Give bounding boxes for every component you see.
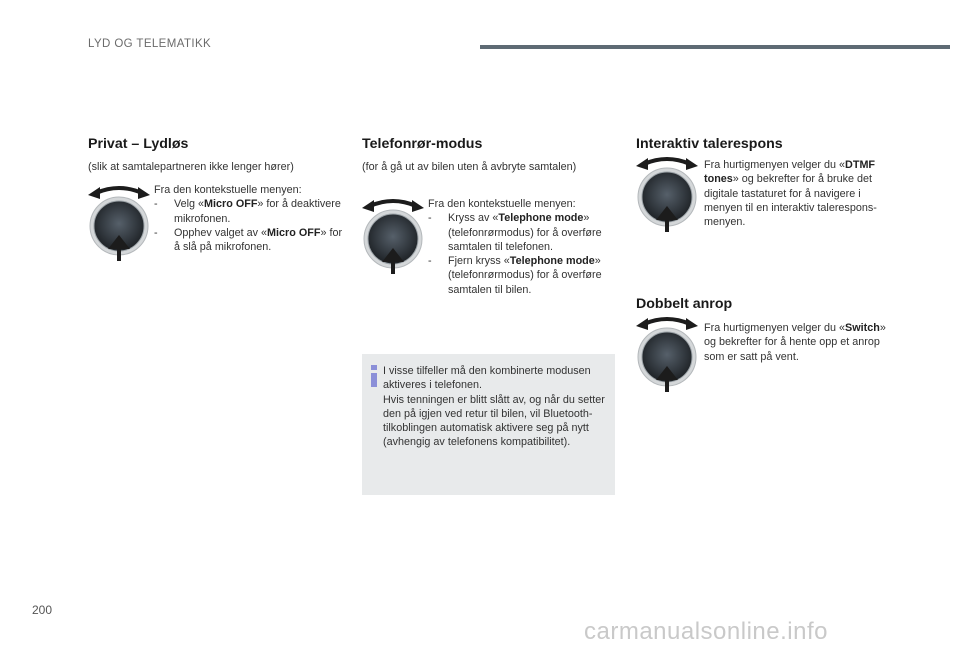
rotary-knob-press-icon — [86, 183, 152, 263]
section-subtitle: (for å gå ut av bilen uten å avbryte samtalen) — [362, 161, 577, 173]
interaktiv-text: Fra hurtigmenyen velger du «DTMF tones» og bekrefter for å bruke det digitale tastaturet for å navigere i menyen til en interaktiv taleresponsmenyen. — [704, 159, 877, 229]
section-title: Dobbelt anrop — [636, 296, 733, 312]
menu-option: DTMF tones — [704, 159, 876, 186]
list-item: - Fjern kryss «Telephone mode» (telefonrørmodus) for å overføre samtalen til bilen. — [428, 255, 602, 296]
info-icon — [371, 365, 377, 387]
rotary-knob-press-icon — [634, 154, 700, 234]
watermark: carmanualsonline.info — [584, 618, 828, 645]
header-bar — [480, 45, 950, 49]
section-header-title: LYD OG TELEMATIKK — [88, 38, 212, 50]
menu-option: Telephone mode — [498, 212, 584, 225]
list-item: - Opphev valget av «Micro OFF» for å slå på mikrofonen. — [154, 226, 343, 254]
info-box — [362, 354, 615, 495]
section-subtitle: (slik at samtalepartneren ikke lenger hører) — [88, 161, 294, 173]
section-privat — [88, 136, 348, 173]
rotary-knob-press-icon — [360, 196, 426, 276]
page-number: 200 — [32, 603, 53, 617]
menu-option: Telephone mode — [509, 255, 595, 268]
menu-option: Switch — [845, 322, 880, 334]
instruction-intro: Fra den kontekstuelle menyen: — [428, 198, 576, 210]
info-line: Hvis tenningen er blitt slått av, og når du setter den på igjen ved retur til bilen, vil Bluetooth-tilkoblingen automatisk aktivere seg på nytt (avhengig av telefonens kompatibilitet). — [383, 393, 605, 449]
section-interaktiv — [636, 136, 916, 152]
section-dobbelt — [636, 296, 916, 312]
menu-option: Micro OFF — [267, 226, 321, 239]
list-item: - Velg «Micro OFF» for å deaktivere mikrofonen. — [154, 198, 341, 225]
instruction-intro: Fra den kontekstuelle menyen: — [154, 184, 302, 196]
privat-instructions — [154, 183, 344, 254]
section-title: Interaktiv talerespons — [636, 136, 783, 152]
section-telefonror — [362, 136, 622, 173]
dobbelt-text: Fra hurtigmenyen velger du «Switch» og bekrefter for å hente opp et anrop som er satt på vent. — [704, 322, 886, 363]
telefonror-instructions — [428, 197, 608, 297]
rotary-knob-press-icon — [634, 314, 700, 394]
section-title: Telefonrør-modus — [362, 136, 483, 152]
menu-option: Micro OFF — [204, 198, 258, 211]
section-title: Privat – Lydløs — [88, 136, 189, 152]
info-line: I visse tilfeller må den kombinerte modusen aktiveres i telefonen. — [383, 365, 591, 392]
info-text — [383, 364, 611, 450]
list-item: - Kryss av «Telephone mode» (telefonrørmodus) for å overføre samtalen til telefonen. — [428, 212, 602, 253]
